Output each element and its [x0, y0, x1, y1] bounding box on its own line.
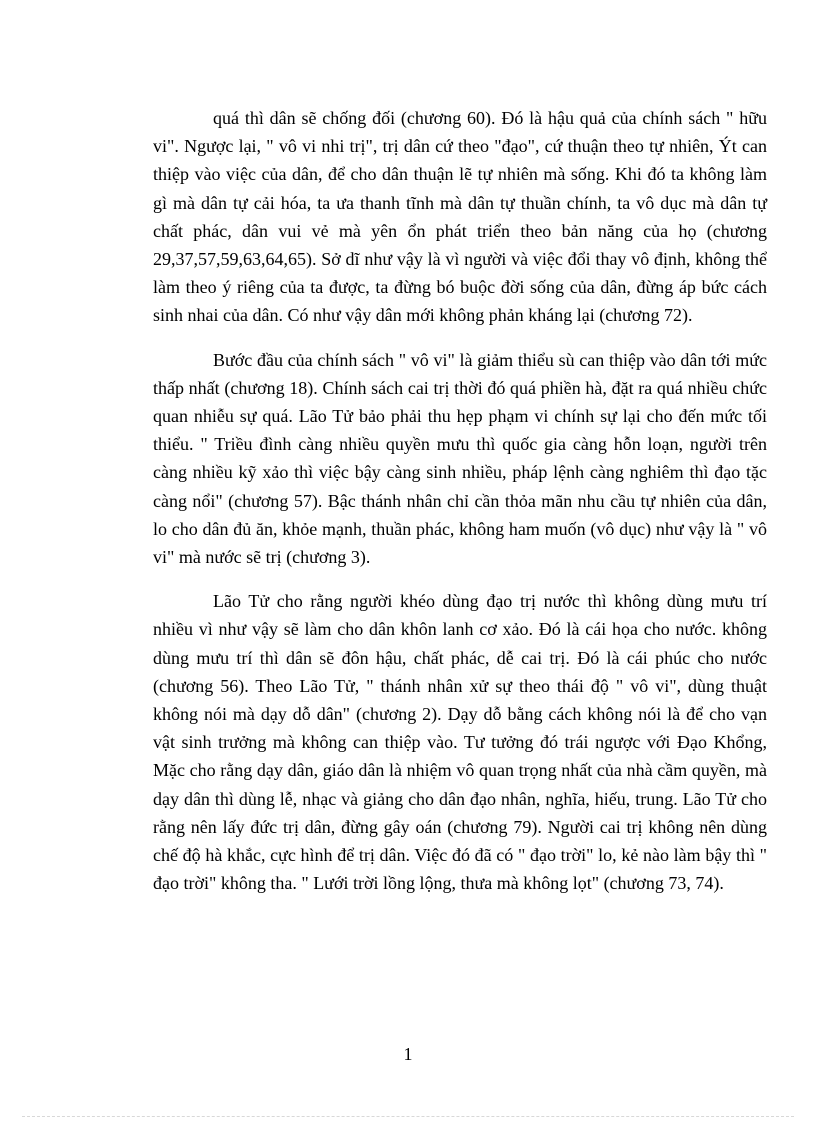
paragraph-1: quá thì dân sẽ chống đối (chương 60). Đó là hậu quả của chính sách " hữu vi". Ngược lại, " vô vi nhi trị", trị dân cứ theo "đạo", cứ thuận theo tự nhiên, Ýt can thiệp vào việc của dân, để cho dân thuận lẽ tự nhiên mà sống. Khi đó ta không làm gì mà dân tự cải hóa, ta ưa thanh tĩnh mà dân tự thuần chính, ta vô dục mà dân tự chất phác, dân vui vẻ mà yên ổn phát triển theo bản năng của họ (chương 29,37,57,59,63,64,65). Sở dĩ như vậy là vì người và việc đổi thay vô định, không thể làm theo ý riêng của ta được, ta đừng bó buộc đời sống của dân, đừng áp bức cách sinh nhai của dân. Có như vậy dân mới không phản kháng lại (chương 72).	[153, 108, 767, 326]
paragraph-3: Lão Tử cho rằng người khéo dùng đạo trị nước thì không dùng mưu trí nhiều vì như vậy sẽ làm cho dân khôn lanh cơ xảo. Đó là cái họa cho nước. không dùng mưu trí thì dân sẽ đôn hậu, chất phác, dễ cai trị. Đó là cái phúc cho nước (chương 56). Theo Lão Tử, " thánh nhân xử sự theo thái độ " vô vi", dùng thuật không nói mà dạy dỗ dân" (chương 2). Dạy dỗ bằng cách không nói là để cho vạn vật sinh trưởng mà không can thiệp vào. Tư tưởng đó trái ngược với Đạo Khổng, Mặc cho rằng dạy dân, giáo dân là nhiệm vô quan trọng nhất của nhà cầm quyền, mà dạy dân thì dùng lễ, nhạc và giảng cho dân đạo nhân, nghĩa, hiếu, trung. Lão Tử cho rằng nên lấy đức trị dân, đừng gây oán (chương 79). Người cai trị không nên dùng chế độ hà khắc, cực hình để trị dân. Việc đó đã có " đạo trời" lo, kẻ nào làm bậy thì " đạo trời" không tha. " Lưới trời lồng lộng, thưa mà không lọt" (chương 73, 74).	[153, 591, 767, 894]
page-number: 1	[403, 1044, 413, 1064]
body-text	[153, 104, 767, 897]
footer-divider	[22, 1116, 794, 1117]
paragraph-2: Bước đầu của chính sách " vô vi" là giảm thiểu sù can thiệp vào dân tới mức thấp nhất (chương 18). Chính sách cai trị thời đó quá phiền hà, đặt ra quá nhiều chức quan nhiễu sự quá. Lão Tử bảo phải thu hẹp phạm vi chính sự lại cho đến mức tối thiểu. " Triều đình càng nhiều quyền mưu thì quốc gia càng hỗn loạn, người trên càng nhiều kỹ xảo thì việc bậy càng sinh nhiều, pháp lệnh càng nghiêm thì đạo tặc càng nổi" (chương 57). Bậc thánh nhân chỉ cần thỏa mãn nhu cầu tự nhiên của dân, lo cho dân đủ ăn, khỏe mạnh, thuần phác, không ham muốn (vô dục) như vậy là " vô vi" mà nước sẽ trị (chương 3).	[153, 349, 767, 568]
